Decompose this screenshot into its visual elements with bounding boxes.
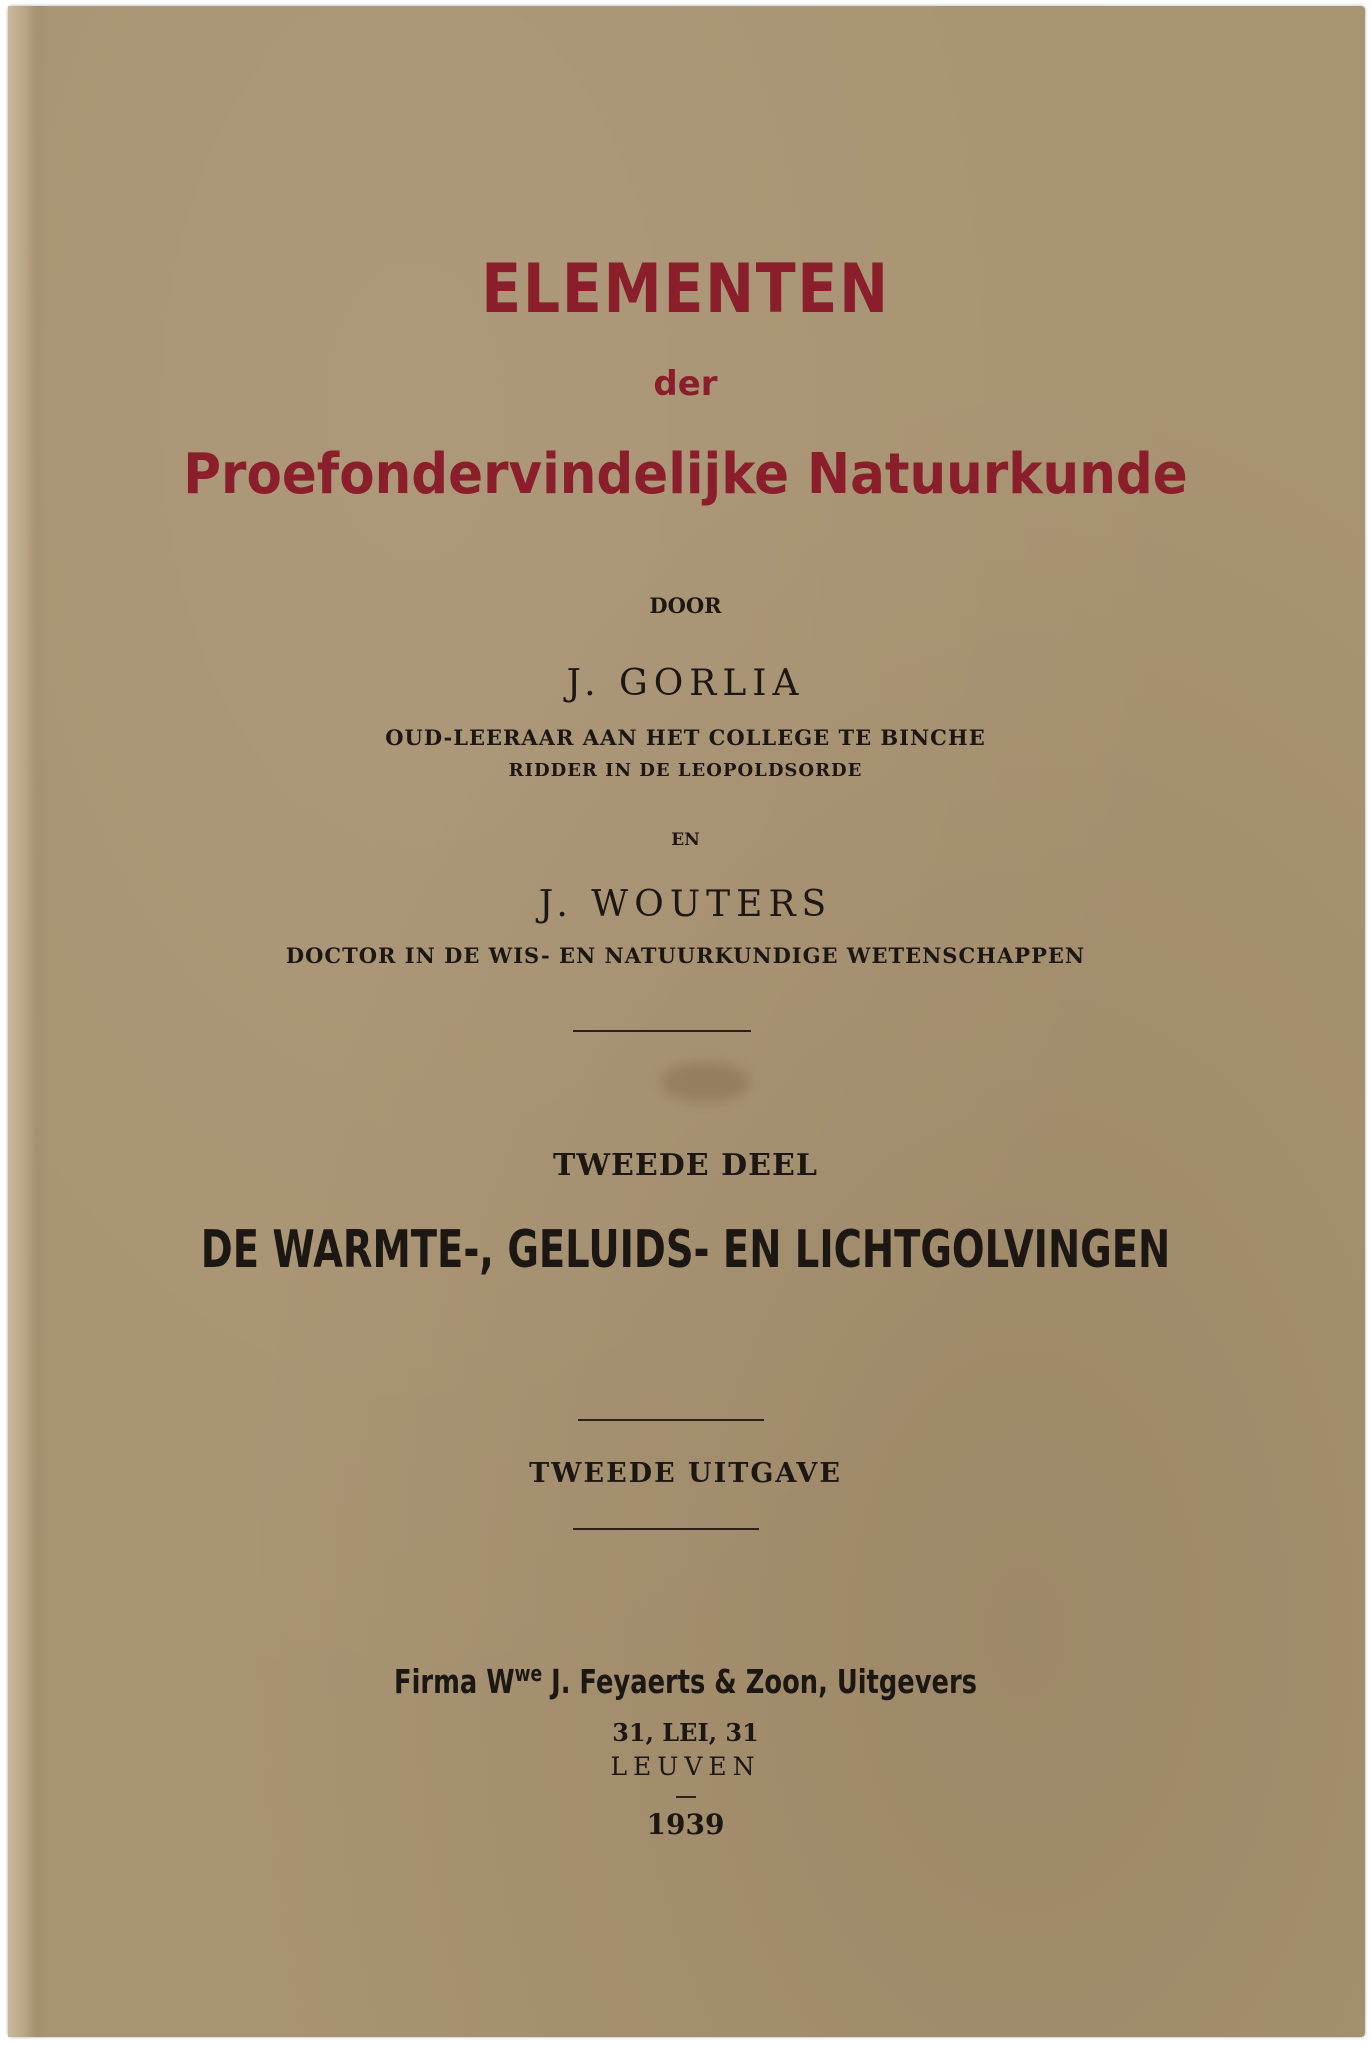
author-1-title: OUD-LEERAAR AAN HET COLLEGE TE BINCHE xyxy=(385,725,986,750)
divider-rule xyxy=(573,1030,751,1032)
divider-rule xyxy=(573,1528,759,1530)
author-2-name: J. WOUTERS xyxy=(538,884,833,925)
publisher-name xyxy=(151,1662,1220,1701)
divider-rule xyxy=(578,1419,764,1421)
title-subject: Proefondervindelijke Natuurkunde xyxy=(183,442,1188,507)
part-label: TWEEDE DEEL xyxy=(553,1148,818,1183)
publisher-rest: J. Feyaerts & Zoon, Uitgevers xyxy=(542,1662,977,1701)
publisher-address: 31, LEI, 31 xyxy=(612,1718,759,1747)
title-main: ELEMENTEN xyxy=(481,250,890,329)
publication-year: 1939 xyxy=(646,1808,725,1841)
by-label: DOOR xyxy=(649,593,722,618)
title-connector: der xyxy=(653,364,718,404)
author-2-title: DOCTOR IN DE WIS- EN NATUURKUNDIGE WETENSCHAPPEN xyxy=(285,943,1086,968)
author-1-name: J. GORLIA xyxy=(566,663,805,704)
publisher-city: LEUVEN xyxy=(610,1752,761,1781)
publisher-superscript: we xyxy=(514,1662,543,1687)
publisher-prefix: Firma W xyxy=(394,1662,515,1701)
author-1-honor: RIDDER IN DE LEOPOLDSORDE xyxy=(508,760,863,781)
edition-label: TWEEDE UITGAVE xyxy=(529,1458,842,1489)
paper-stain xyxy=(660,1062,750,1102)
and-label: EN xyxy=(671,830,700,850)
small-dash xyxy=(676,1796,696,1798)
part-title: DE WARMTE-, GELUIDS- EN LICHTGOLVINGEN xyxy=(200,1220,1171,1280)
